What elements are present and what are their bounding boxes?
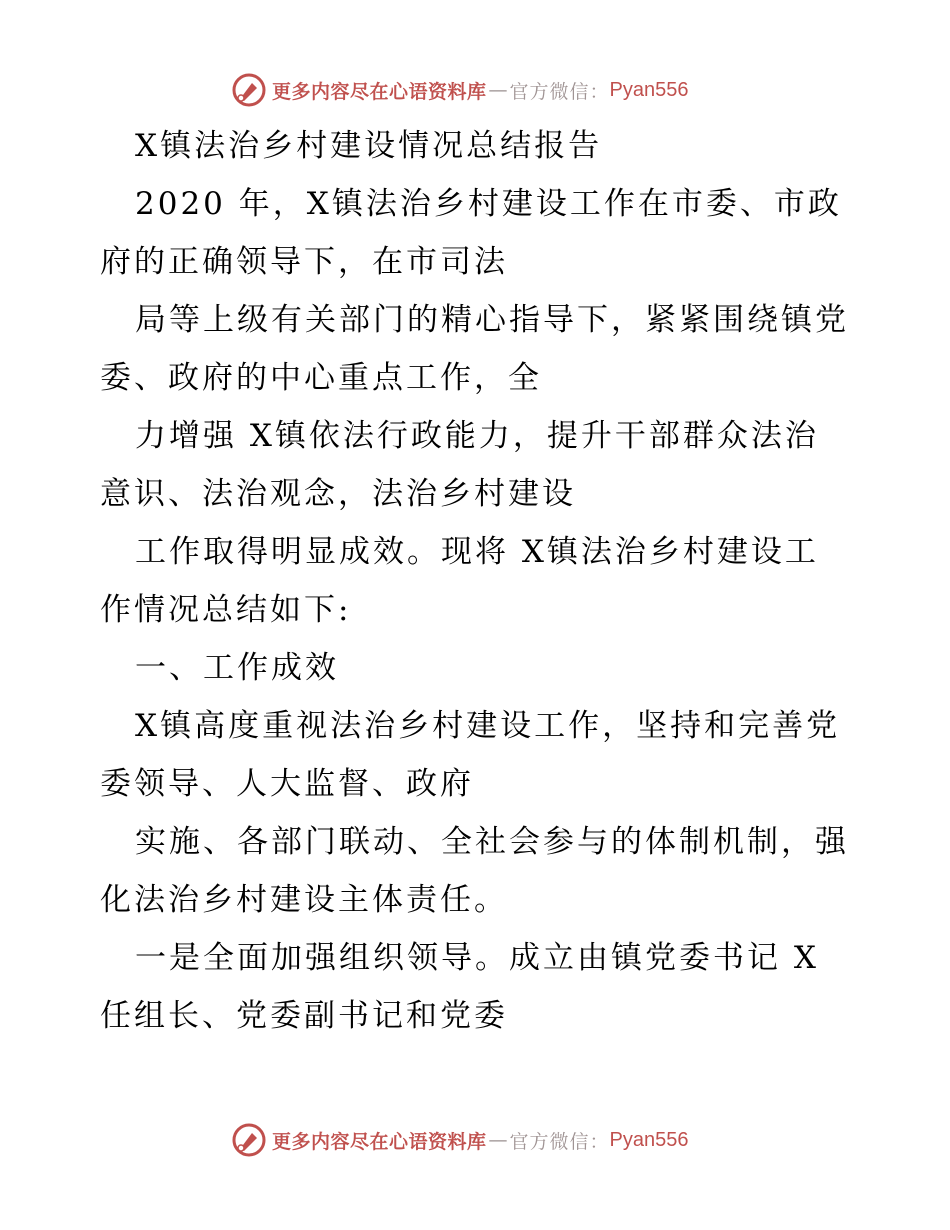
banner-dash: — xyxy=(488,79,508,101)
document-title: X镇法治乡村建设情况总结报告 xyxy=(135,128,603,164)
paragraph-line: 2020 年，X镇法治乡村建设工作在市委、市政 xyxy=(135,186,842,222)
section-heading: 一、工作成效 xyxy=(135,650,339,686)
banner-text: 更多内容尽在心语资料库 xyxy=(272,1130,487,1153)
paragraph-line: 意识、法治观念，法治乡村建设 xyxy=(100,476,576,512)
banner-wechat-id: Pyan556 xyxy=(609,1128,689,1151)
footer-banner xyxy=(232,1122,689,1158)
banner-dash: — xyxy=(488,1129,508,1151)
banner-wechat-label: 官方微信： xyxy=(509,1130,610,1153)
paragraph-line: 作情况总结如下: xyxy=(100,592,352,628)
paragraph-line: 化法治乡村建设主体责任。 xyxy=(100,882,508,918)
banner-wechat-id: Pyan556 xyxy=(609,78,689,101)
pen-nib-logo-icon xyxy=(232,1123,266,1157)
document-body xyxy=(100,117,860,1045)
paragraph-line: X镇高度重视法治乡村建设工作，坚持和完善党 xyxy=(135,708,841,744)
banner-wechat-label: 官方微信： xyxy=(509,80,610,103)
paragraph-line: 委、政府的中心重点工作，全 xyxy=(100,360,542,396)
paragraph-line: 局等上级有关部门的精心指导下，紧紧围绕镇党 xyxy=(135,302,849,338)
paragraph-line: 委领导、人大监督、政府 xyxy=(100,766,474,802)
paragraph-line: 府的正确领导下，在市司法 xyxy=(100,244,508,280)
banner-text: 更多内容尽在心语资料库 xyxy=(272,80,487,103)
paragraph-line: 任组长、党委副书记和党委 xyxy=(100,998,508,1034)
paragraph-line: 力增强 X镇依法行政能力，提升干部群众法治 xyxy=(135,418,819,454)
paragraph-line: 一是全面加强组织领导。成立由镇党委书记 X xyxy=(135,940,819,976)
pen-nib-logo-icon xyxy=(232,73,266,107)
paragraph-line: 工作取得明显成效。现将 X镇法治乡村建设工 xyxy=(135,534,819,570)
header-banner xyxy=(232,72,689,108)
paragraph-line: 实施、各部门联动、全社会参与的体制机制，强 xyxy=(135,824,849,860)
